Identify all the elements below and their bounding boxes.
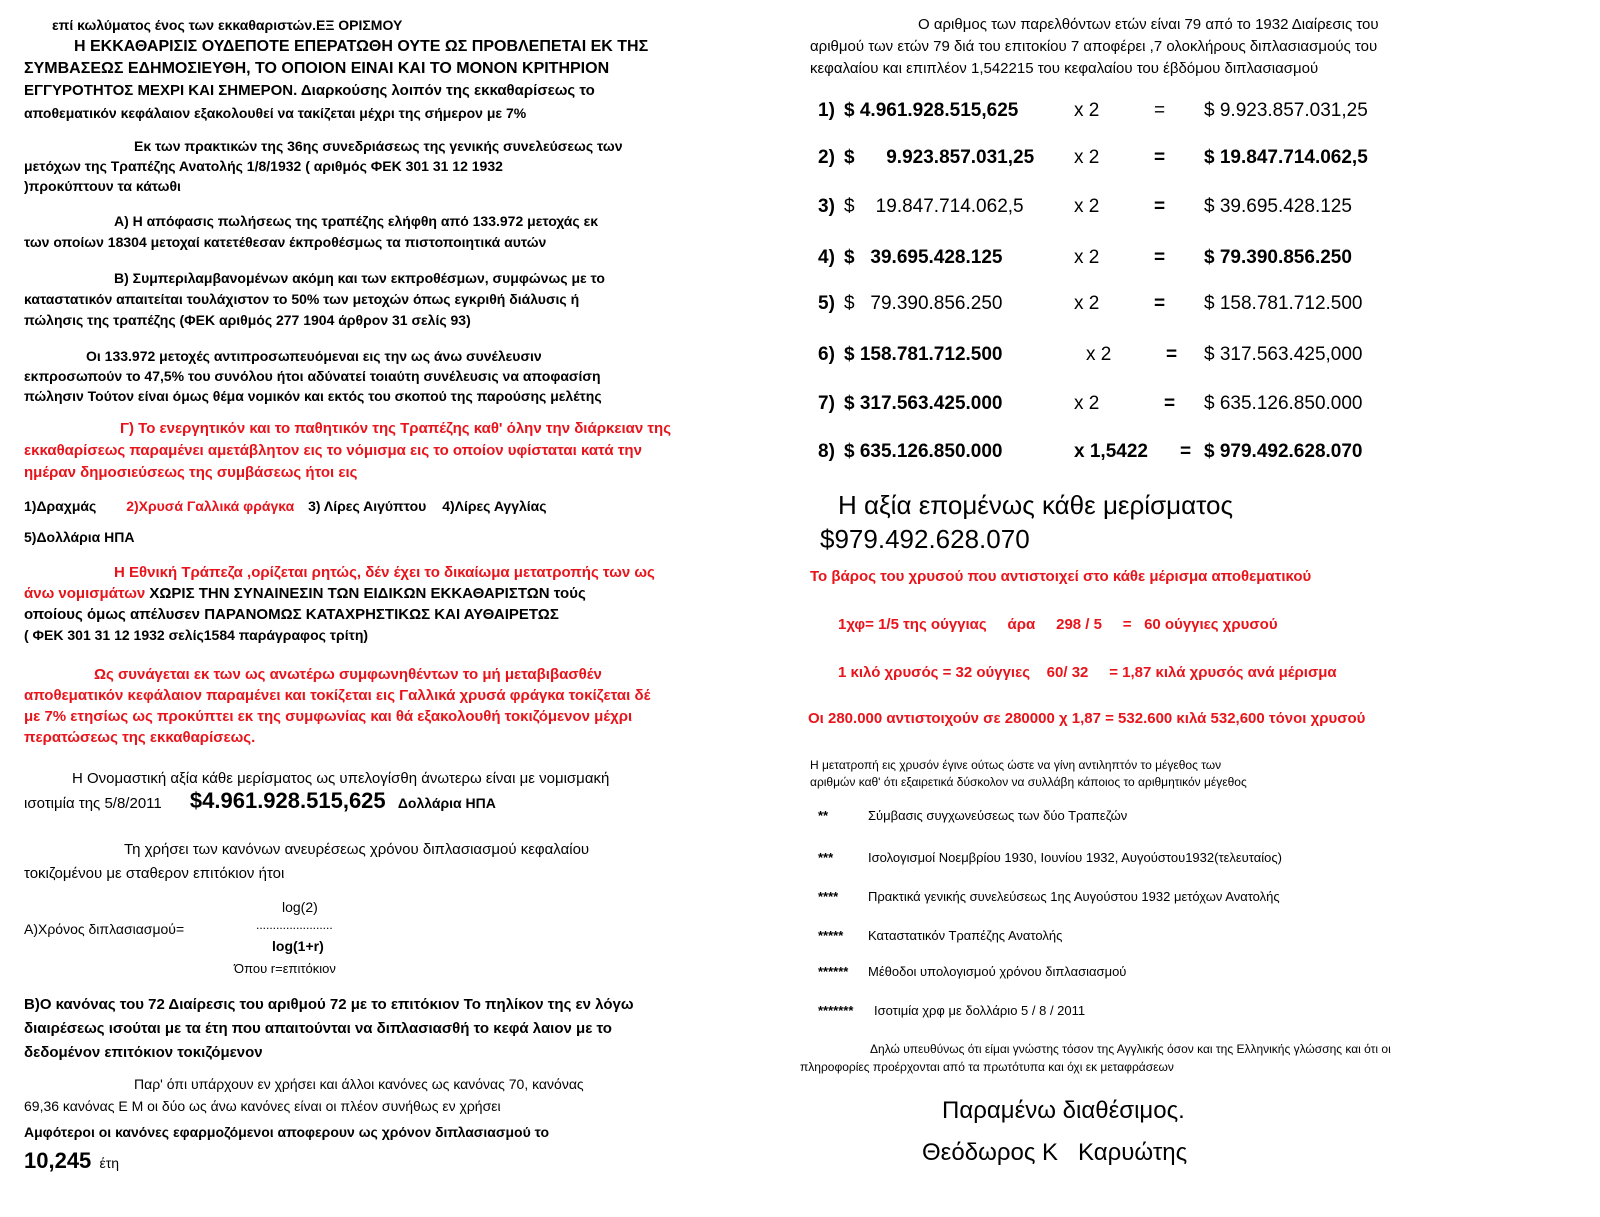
row-number: 7) [818,393,835,414]
left-column [0,0,790,1217]
text-line: Β) Συμπεριλαμβανομένων ακόμη και των εκπροθέσμων, συμφώνως με το [114,270,605,286]
footnote-marker: ****** [818,964,849,979]
conclusion-paragraph [24,664,650,748]
row-start-amount: $ 158.781.712.500 [844,344,1003,365]
row-equals: = [1164,393,1176,414]
text-line: περατώσεως της εκκαθαρίσεως. [24,729,256,746]
text-line: Η ΕΚΚΑΘΑΡΙΣΙΣ ΟΥΔΕΠΟΤΕ ΕΠΕΡΑΤΩΘΗ ΟΥΤΕ ΩΣ ΠΡΟΒΛΕΠΕΤΑΙ ΕΚ ΤΗΣ [74,38,649,55]
other-rules-paragraph [24,1073,584,1143]
row-equals: = [1154,293,1166,314]
dividend-value-title: Η αξία επομένως κάθε μερίσματος [838,490,1234,520]
footnote-marker: *** [818,850,834,865]
text-line: αριθμού των ετών 79 διά του επιτοκίου 7 αποφέρει ,7 ολοκλήρους διπλασιασμούς του [810,38,1378,55]
row-start-amount: $ 635.126.850.000 [844,441,1003,462]
row-start-amount: $ 4.961.928.515,625 [844,100,1019,121]
point-g [24,418,671,484]
text-line: Εκ των πρακτικών της 36ης συνεδριάσεως της γενικής συνελεύσεως των [134,138,623,154]
point-b [24,268,605,331]
row-start-amount: $ 9.923.857.031,25 [844,147,1035,168]
gold-ounce-line: 1χφ= 1/5 της ούγγιας άρα 298 / 5 = 60 ούγγιες χρυσού [838,616,1278,633]
text-line: Τη χρήσει των κανόνων ανευρέσεως χρόνου διπλασιασμού κεφαλαίου [124,841,590,858]
rule-72-paragraph [24,993,634,1065]
currency-usd: 5)Δολλάρια ΗΠΑ [24,529,135,545]
national-bank-paragraph [24,562,655,646]
text-line: Αμφότεροι οι κανόνες εφαρμοζόμενοι αποφερουν ως χρόνον διπλασιασμού το [24,1124,550,1140]
text-line: Η Εθνική Τράπεζα ,ορίζεται ρητώς, δέν έχει το δικαίωμα μετατροπής των ως [114,564,655,581]
text-line: Οι 133.972 μετοχές αντιπροσωπευόμεναι εις την ως άνω συνέλευσιν [86,348,542,364]
formula-numerator: log(2) [282,899,318,915]
currency-uk-pounds: 4)Λίρες Αγγλίας [442,498,547,514]
text-line: Ως συνάγεται εκ των ως ανωτέρω συμφωνηθέντων το μή μεταβιβασθέν [94,666,602,683]
dividend-value-amount: $979.492.628.070 [820,524,1030,554]
text-line: με 7% ετησίως ως προκύπτει εκ της συμφωνίας και θά εξακολουθή τοκιζόμενον μέχρι [24,708,633,725]
row-equals: = [1180,441,1192,462]
text-line: των οποίων 18304 μετοχαί κατετέθεσαν έκπροθέσμως τα πιστοποιητικά αυτών [24,234,547,250]
text-line: καταστατικόν απαιτείται τουλάχιστον το 50% των μετοχών όπως εγκριθή διάλυσις ή [24,291,580,307]
text-line: τοκιζομένου με σταθερον επιτόκιον ήτοι [24,865,285,882]
text-line: Ο αριθμος των παρελθόντων ετών είναι 79 από το 1932 Διαίρεσις του [918,16,1379,33]
row-operator: x 2 [1074,100,1100,121]
row-equals: = [1166,344,1178,365]
footnote-text: Ισολογισμοί Νοεμβρίου 1930, Ιουνίου 1932, Αυγούστου1932(τελευταίος) [868,850,1282,865]
text-line: Δολλάρια ΗΠΑ [397,795,496,811]
row-operator: x 2 [1074,196,1100,217]
text-line: ισοτιμία της 5/8/2011 [24,795,162,812]
row-number: 5) [818,293,835,314]
text-line: επί κωλύματος ένος των εκκαθαριστών.ΕΞ ΟΡΙΣΜΟΥ [52,17,403,33]
right-column [790,0,1600,1217]
nominal-value-amount [24,790,496,822]
nominal-amount: $4.961.928.515,625 [189,788,386,813]
text-line: ( ΦΕΚ 301 31 12 1932 σελίς1584 παράγραφος τρίτη) [24,627,369,643]
row-operator: x 2 [1074,247,1100,268]
row-number: 4) [818,247,835,268]
text-line: ΧΩΡΙΣ ΤΗΝ ΣΥΝΑΙΝΕΣΙΝ ΤΩΝ ΕΙΔΙΚΩΝ ΕΚΚΑΘΑΡΙΣΤΩΝ τούς [145,585,586,602]
text-line: πώλησιν Τούτον είναι όμως θέμα νομικόν και εκτός του σκοπού της παρούσης μελέτης [24,388,602,404]
text-line: ΕΓΓΥΡΟΤΗΤΟΣ ΜΕΧΡΙ ΚΑΙ ΣΗΜΕΡΟΝ. Διαρκούσης λοιπόν της εκκαθαρίσεως το [24,82,595,99]
text-line: Η μετατροπή εις χρυσόν έγινε ούτως ώστε να γίνη αντιληπτόν το μέγεθος των [810,758,1222,772]
footnote-text: Σύμβασις συγχωνεύσεως των δύο Τραπεζών [868,808,1128,823]
formula-denominator: log(1+r) [272,938,324,954]
text-line: ημέραν δημοσιεύσεως της συμβάσεως ήτοι εις [24,464,358,481]
years-paragraph [810,14,1379,80]
formula-fraction-bar: ....................... [256,918,333,932]
intro-paragraph [24,14,648,124]
gold-kilo-line: 1 κιλό χρυσός = 32 ούγγιες 60/ 32 = 1,87 κιλά χρυσός ανά μέρισμα [838,664,1337,681]
row-number: 6) [818,344,835,365]
text-line: εκκαθαρίσεως παραμένει αμετάβλητον εις το νόμισμα εις το οποίον υφίσταται κατά την [24,442,642,459]
row-result: $ 19.847.714.062,5 [1204,147,1368,168]
row-equals: = [1154,196,1166,217]
row-operator: x 2 [1074,147,1100,168]
text-line: αποθεματικόν κεφάλαιον παραμένει και τοκίζεται εις Γαλλικά χρυσά φράγκα τοκίζεται δέ [24,687,651,704]
currency-gold-francs: 2)Χρυσά Γαλλικά φράγκα [126,498,295,514]
text-line: Παρ' όπι υπάρχουν εν χρήσει και άλλοι κανόνες ως κανόνας 70, κανόνας [134,1076,584,1092]
text-line: εκπροσωπούν το 47,5% του συνόλου ήτοι αδύνατεί τοιαύτη συνέλευσις να αποφασίση [24,368,601,384]
row-operator: x 2 [1074,293,1100,314]
row-equals: = [1154,100,1166,121]
currency-list [24,495,547,517]
currency-egypt-pounds: 3) Λίρες Αιγύπτου [308,498,427,514]
text-line: άνω νομισμάτων [24,585,146,602]
row-result: $ 158.781.712.500 [1204,293,1363,314]
row-start-amount: $ 19.847.714.062,5 [844,196,1024,217]
point-a [24,211,598,253]
text-line: Β)Ο κανόνας του 72 Διαίρεσις του αριθμού 72 με το επιτόκιον Το πηλίκον της εν λόγω [24,996,634,1013]
row-result: $ 9.923.857.031,25 [1204,100,1368,121]
text-line: 69,36 κανόνας Ε Μ οι δύο ως άνω κανόνες είναι οι πλέον συνήθως εν χρήσει [24,1098,501,1114]
text-line: δεδομένον επιτόκιον τοκιζόμενον [24,1044,263,1061]
formula-label: Α)Χρόνος διπλασιασμού= [24,921,185,937]
text-line: κεφαλαίου και επιπλέον 1,542215 του κεφαλαίου του έβδόμου διπλασιασμού [810,60,1319,77]
nominal-value-line [24,768,609,790]
doubling-result [24,1150,119,1180]
footnote-text: Πρακτικά γενικής συνελεύσεως 1ης Αυγούστου 1932 μετόχων Ανατολής [868,889,1280,904]
text-line: Η Ονομαστική αξία κάθε μερίσματος ως υπελογίσθη άνωτερω είναι με νομισμακή [72,770,610,787]
footnote-text: Ισοτιμία χρφ με δολλάριο 5 / 8 / 2011 [874,1003,1086,1018]
text-line: πώλησις της τραπέζης (ΦΕΚ αριθμός 277 1904 άρθρον 31 σελίς 93) [24,312,471,328]
gold-weight-heading: Το βάρος του χρυσού που αντιστοιχεί στο κάθε μέρισμα αποθεματικού [810,568,1312,585]
row-operator: x 1,5422 [1074,441,1148,462]
years-unit: έτη [99,1155,120,1171]
footnote-marker: ***** [818,928,844,943]
footnote-text: Καταστατικόν Τραπέζης Ανατολής [868,928,1063,943]
text-line: οποίους όμως απέλυσεν ΠΑΡΑΝΟΜΩΣ ΚΑΤΑΧΡΗΣΤΙΚΩΣ ΚΑΙ ΑΥΘΑΙΡΕΤΩΣ [24,606,559,623]
row-number: 1) [818,100,835,121]
text-line: ΣΥΜΒΑΣΕΩΣ ΕΔΗΜΟΣΙΕΥΘΗ, ΤΟ ΟΠΟΙΟΝ ΕΙΝΑΙ ΚΑΙ ΤΟ ΜΟΝΟΝ ΚΡΙΤΗΡΙΟΝ [24,60,610,77]
text-line: αριθμών καθ' ότι εξαιρετικά δύσκολον να συλλάβη κάποιος το αριθμητικόν μέγεθος [810,775,1247,789]
text-line: )προκύπτουν τα κάτωθι [24,178,181,194]
formula-where: Όπου r=επιτόκιον [234,961,336,976]
conversion-note [810,757,1247,791]
row-equals: = [1154,147,1166,168]
text-line: διαιρέσεως ισούται με τα έτη που απαιτούνται να διπλασιασθή το κεφά λαιον με το [24,1020,612,1037]
text-line: Α) Η απόφασις πωλήσεως της τραπέζης ελήφθη από 133.972 μετοχάς εκ [114,213,599,229]
row-operator: x 2 [1086,344,1112,365]
text-line: Γ) Το ενεργητικόν και το παθητικόν της Τραπέζης καθ' όλην την διάρκειαν της [120,420,672,437]
row-result: $ 979.492.628.070 [1204,441,1363,462]
row-number: 3) [818,196,835,217]
text-line: Δηλώ υπευθύνως ότι είμαι γνώστης τόσον της Αγγλικής όσον και της Ελληνικής γλώσσης και ότι οι [870,1042,1391,1056]
text-line: πληροφορίες προέρχονται από τα πρωτότυπα και όχι εκ μεταφράσεων [800,1060,1174,1074]
footnote-marker: **** [818,889,839,904]
row-operator: x 2 [1074,393,1100,414]
text-line: μετόχων της Τραπέζης Ανατολής 1/8/1932 ( αριθμός ΦΕΚ 301 31 12 1932 [24,158,503,174]
closing-line: Παραμένω διαθέσιμος. [942,1097,1185,1124]
declaration [800,1040,1391,1076]
row-equals: = [1154,247,1166,268]
doubling-years: 10,245 [24,1148,92,1173]
row-start-amount: $ 39.695.428.125 [844,247,1003,268]
signature-name: Θεόδωρος Κ Καρυώτης [922,1139,1188,1166]
row-result: $ 79.390.856.250 [1204,247,1352,268]
shares-paragraph [24,346,602,406]
text-line: αποθεματικόν κεφάλαιον εξακολουθεί να τακίζεται μέχρι της σήμερον με 7% [24,105,527,121]
footnote-marker: ** [818,808,829,823]
row-number: 8) [818,441,835,462]
row-number: 2) [818,147,835,168]
currency-drachma: 1)Δραχμάς [24,498,97,514]
row-result: $ 317.563.425,000 [1204,344,1363,365]
minutes-paragraph [24,136,622,196]
row-start-amount: $ 79.390.856.250 [844,293,1003,314]
footnote-marker: ******* [818,1003,854,1018]
doubling-intro [24,838,589,886]
row-result: $ 39.695.428.125 [1204,196,1352,217]
row-result: $ 635.126.850.000 [1204,393,1363,414]
gold-total-line: Οι 280.000 αντιστοιχούν σε 280000 χ 1,87 = 532.600 κιλά 532,600 τόνοι χρυσού [808,710,1366,727]
footnote-text: Μέθοδοι υπολογισμού χρόνου διπλασιασμού [868,964,1127,979]
row-start-amount: $ 317.563.425.000 [844,393,1003,414]
